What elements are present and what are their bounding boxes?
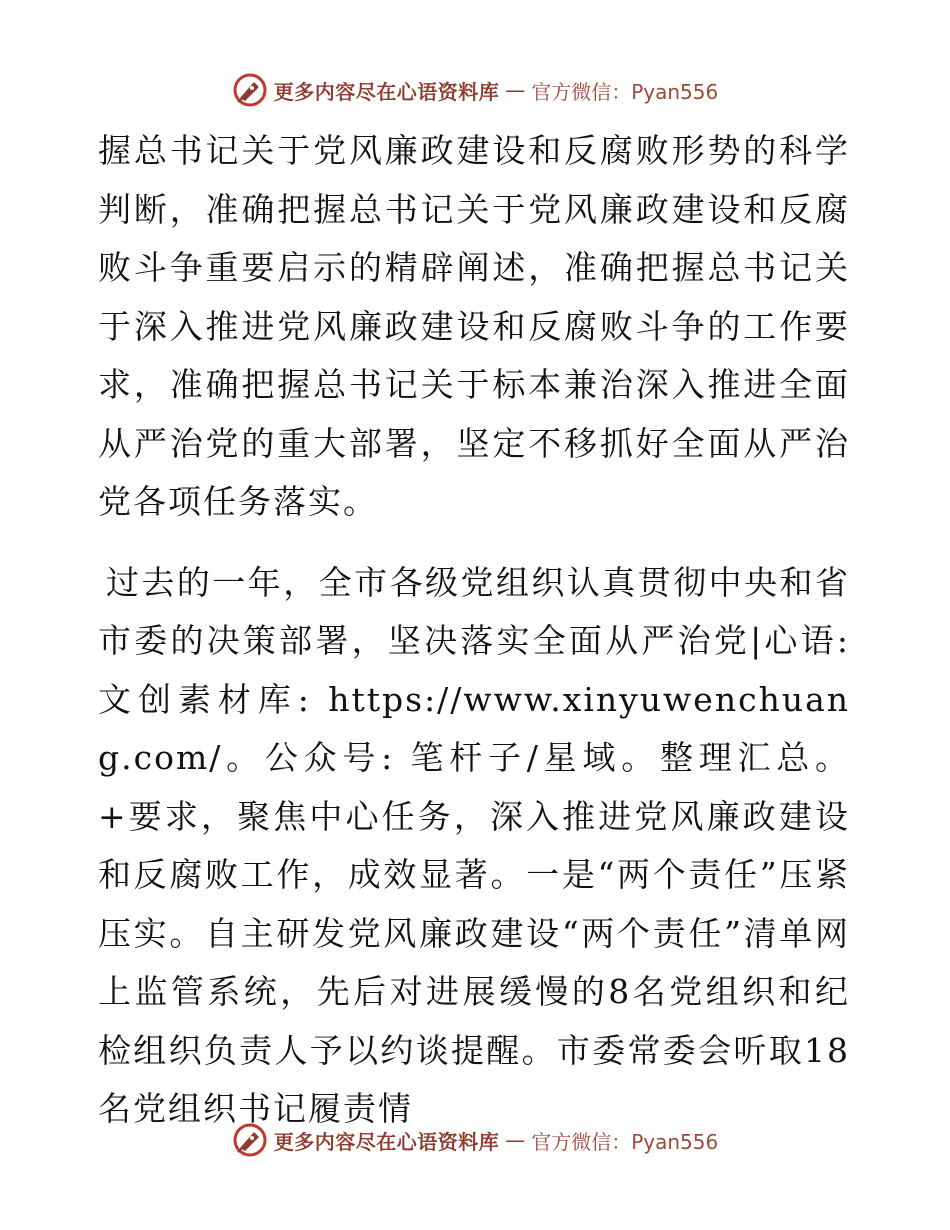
header-banner [0,70,950,110]
header-dash: — [505,78,526,102]
header-wechat-text: 官方微信：Pyan556 [531,79,719,104]
paragraph-2: 过去的一年，全市各级党组织认真贯彻中央和省市委的决策部署，坚决落实全面从严治党|心语:文创素材库: https://www.xinyuwenchuang.com/。公众号: 笔杆子/星域。整理汇总。+要求，聚焦中心任务，深入推进党风廉政建设和反腐败工作，成效显著。一是“两个责任”压紧压实。自主研发党风廉政建设“两个责任”清单网上监管系统，先后对进展缓慢的8名党组织和纪检组织负责人予以约谈提醒。市委常委会听取18名党组织书记履责情 [98,562,850,1128]
header-brand-text: 更多内容尽在心语资料库 [273,79,500,104]
pen-nib-logo-icon [232,72,268,108]
footer-brand-text: 更多内容尽在心语资料库 [273,1129,500,1154]
paragraph-1: 握总书记关于党风廉政建设和反腐败形势的科学判断，准确把握总书记关于党风廉政建设和反腐败斗争重要启示的精辟阐述，准确把握总书记关于深入推进党风廉政建设和反腐败斗争的工作要求，准确把握总书记关于标本兼治深入推进全面从严治党的重大部署，坚定不移抓好全面从严治党各项任务落实。 [98,131,850,521]
footer-banner [0,1120,950,1160]
footer-wechat-text: 官方微信：Pyan556 [531,1129,719,1154]
document-body [98,122,850,1139]
footer-dash: — [505,1128,526,1152]
pen-nib-logo-icon [232,1122,268,1158]
